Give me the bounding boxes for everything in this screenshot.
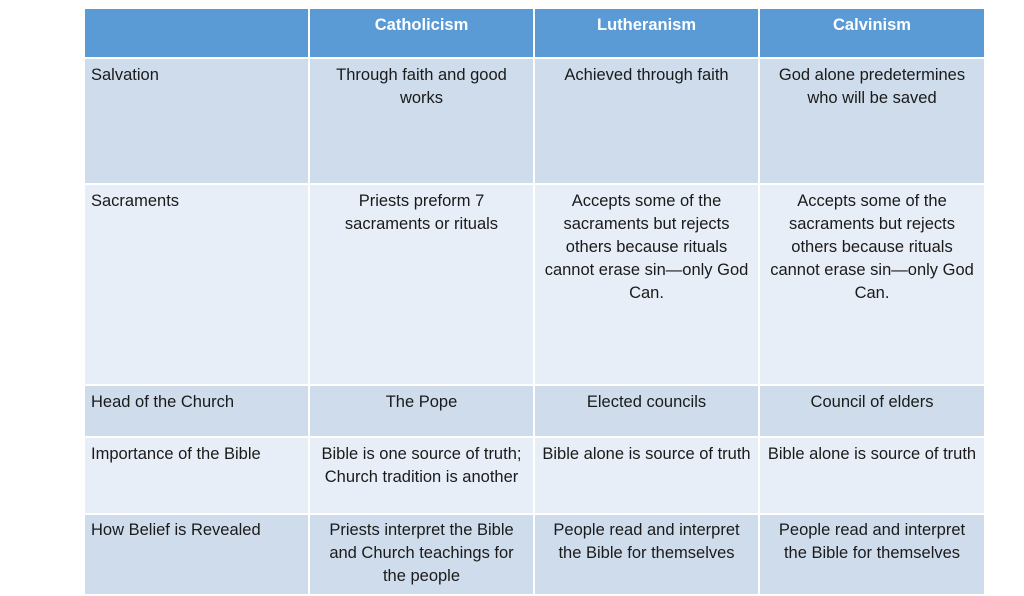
cell-calvinism-bible: Bible alone is source of truth — [759, 437, 985, 514]
cell-lutheranism-head: Elected councils — [534, 385, 759, 437]
row-label-bible: Importance of the Bible — [84, 437, 309, 514]
row-label-salvation: Salvation — [84, 58, 309, 184]
cell-catholicism-bible: Bible is one source of truth; Church tradition is another — [309, 437, 534, 514]
table-row — [84, 514, 985, 595]
header-row — [84, 8, 985, 58]
cell-catholicism-salvation: Through faith and good works — [309, 58, 534, 184]
table-row — [84, 437, 985, 514]
cell-calvinism-sacraments: Accepts some of the sacraments but rejects others because rituals cannot erase sin—only God Can. — [759, 184, 985, 385]
row-label-belief: How Belief is Revealed — [84, 514, 309, 595]
header-empty — [84, 8, 309, 58]
cell-lutheranism-belief: People read and interpret the Bible for themselves — [534, 514, 759, 595]
table-row — [84, 385, 985, 437]
cell-catholicism-sacraments: Priests preform 7 sacraments or rituals — [309, 184, 534, 385]
cell-lutheranism-sacraments: Accepts some of the sacraments but rejects others because rituals cannot erase sin—only God Can. — [534, 184, 759, 385]
header-catholicism: Catholicism — [309, 8, 534, 58]
cell-catholicism-belief: Priests interpret the Bible and Church teachings for the people — [309, 514, 534, 595]
cell-catholicism-head: The Pope — [309, 385, 534, 437]
header-lutheranism: Lutheranism — [534, 8, 759, 58]
comparison-table — [83, 7, 986, 596]
table-row — [84, 58, 985, 184]
cell-calvinism-salvation: God alone predetermines who will be saved — [759, 58, 985, 184]
row-label-head-of-church: Head of the Church — [84, 385, 309, 437]
header-calvinism: Calvinism — [759, 8, 985, 58]
cell-calvinism-head: Council of elders — [759, 385, 985, 437]
table-row — [84, 184, 985, 385]
cell-calvinism-belief: People read and interpret the Bible for themselves — [759, 514, 985, 595]
row-label-sacraments: Sacraments — [84, 184, 309, 385]
cell-lutheranism-salvation: Achieved through faith — [534, 58, 759, 184]
cell-lutheranism-bible: Bible alone is source of truth — [534, 437, 759, 514]
